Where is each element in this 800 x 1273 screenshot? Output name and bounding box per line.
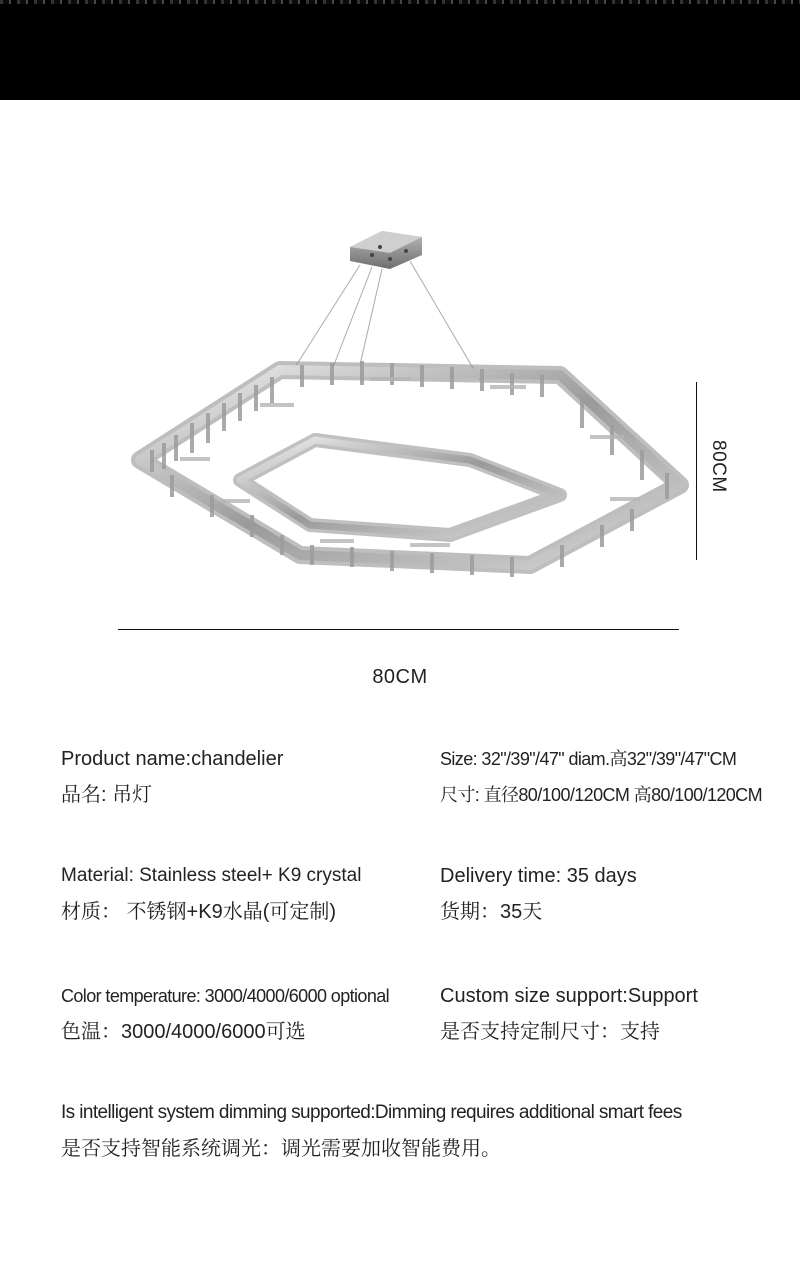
spec-size-en: Size: 32"/39"/47" diam.高32"/39"/47"CM	[440, 749, 737, 769]
width-dimension-line	[118, 629, 679, 630]
spec-color-temperature	[61, 978, 389, 1050]
spec-dimming	[61, 1095, 682, 1167]
spec-dimming-zh: 是否支持智能系统调光：调光需要加收智能费用。	[61, 1138, 501, 1160]
spec-material-en: Material: Stainless steel+ K9 crystal	[61, 865, 362, 886]
chandelier-image	[110, 225, 690, 585]
width-dimension-label: 80CM	[372, 666, 428, 688]
spec-color-temperature-zh: 色温：3000/4000/6000可选	[61, 1021, 306, 1043]
spec-custom-size-zh: 是否支持定制尺寸：支持	[440, 1021, 660, 1043]
spec-delivery-zh: 货期：35天	[440, 901, 543, 923]
height-dimension-label: 80CM	[708, 440, 729, 493]
spec-product-name-en: Product name:chandelier	[61, 748, 284, 770]
spec-material-zh: 材质： 不锈钢+K9水晶(可定制)	[61, 901, 337, 923]
spec-color-temperature-en: Color temperature: 3000/4000/6000 optional	[61, 986, 390, 1006]
spec-product-name	[61, 741, 283, 813]
spec-custom-size-en: Custom size support:Support	[440, 985, 698, 1007]
height-dimension-line	[696, 382, 697, 560]
spec-delivery	[440, 858, 637, 930]
crystal-frame	[140, 361, 680, 577]
spec-size	[440, 741, 762, 813]
spec-size-zh: 尺寸: 直径80/100/120CM 高80/100/120CM	[440, 785, 762, 805]
spec-delivery-en: Delivery time: 35 days	[440, 865, 637, 887]
spec-material	[61, 858, 361, 930]
top-black-banner	[0, 0, 800, 100]
spec-dimming-en: Is intelligent system dimming supported:Dimming requires additional smart fees	[61, 1102, 682, 1123]
banner-texture	[0, 0, 800, 4]
spec-custom-size	[440, 978, 698, 1050]
spec-product-name-zh: 品名: 吊灯	[61, 784, 153, 806]
